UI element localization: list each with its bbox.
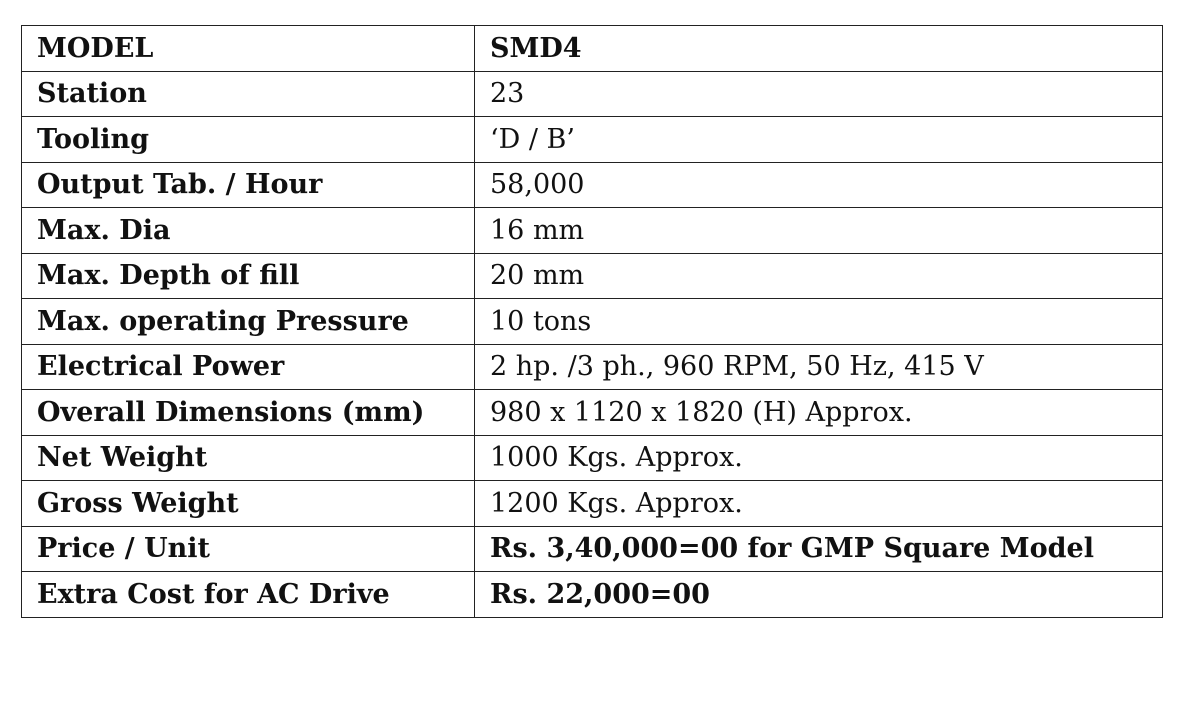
table-row — [22, 572, 1163, 618]
spec-value-output: 58,000 — [475, 162, 1163, 208]
spec-value-max-depth: 20 mm — [475, 253, 1163, 299]
table-row — [22, 208, 1163, 254]
spec-label-pressure: Max. operating Pressure — [22, 299, 475, 345]
spec-label-max-depth: Max. Depth of fill — [22, 253, 475, 299]
spec-label-net-weight: Net Weight — [22, 435, 475, 481]
spec-table — [21, 25, 1163, 618]
table-row — [22, 299, 1163, 345]
table-row — [22, 526, 1163, 572]
table-row — [22, 162, 1163, 208]
spec-table-body — [22, 26, 1163, 618]
table-row — [22, 481, 1163, 527]
spec-label-power: Electrical Power — [22, 344, 475, 390]
spec-value-power: 2 hp. /3 ph., 960 RPM, 50 Hz, 415 V — [475, 344, 1163, 390]
spec-label-max-dia: Max. Dia — [22, 208, 475, 254]
table-row — [22, 435, 1163, 481]
spec-value-pressure: 10 tons — [475, 299, 1163, 345]
spec-label-gross-weight: Gross Weight — [22, 481, 475, 527]
spec-value-gross-weight: 1200 Kgs. Approx. — [475, 481, 1163, 527]
spec-value-dimensions: 980 x 1120 x 1820 (H) Approx. — [475, 390, 1163, 436]
spec-label-dimensions: Overall Dimensions (mm) — [22, 390, 475, 436]
spec-label-output: Output Tab. / Hour — [22, 162, 475, 208]
table-row — [22, 71, 1163, 117]
table-row — [22, 344, 1163, 390]
spec-label-ac-drive: Extra Cost for AC Drive — [22, 572, 475, 618]
spec-value-price: Rs. 3,40,000=00 for GMP Square Model — [475, 526, 1163, 572]
spec-label-station: Station — [22, 71, 475, 117]
spec-value-station: 23 — [475, 71, 1163, 117]
table-row — [22, 390, 1163, 436]
spec-value-ac-drive: Rs. 22,000=00 — [475, 572, 1163, 618]
spec-label-price: Price / Unit — [22, 526, 475, 572]
spec-value-model: SMD4 — [475, 26, 1163, 72]
spec-label-model: MODEL — [22, 26, 475, 72]
table-row — [22, 253, 1163, 299]
spec-value-tooling: ‘D / B’ — [475, 117, 1163, 163]
table-row — [22, 26, 1163, 72]
spec-value-net-weight: 1000 Kgs. Approx. — [475, 435, 1163, 481]
table-row — [22, 117, 1163, 163]
spec-value-max-dia: 16 mm — [475, 208, 1163, 254]
spec-label-tooling: Tooling — [22, 117, 475, 163]
